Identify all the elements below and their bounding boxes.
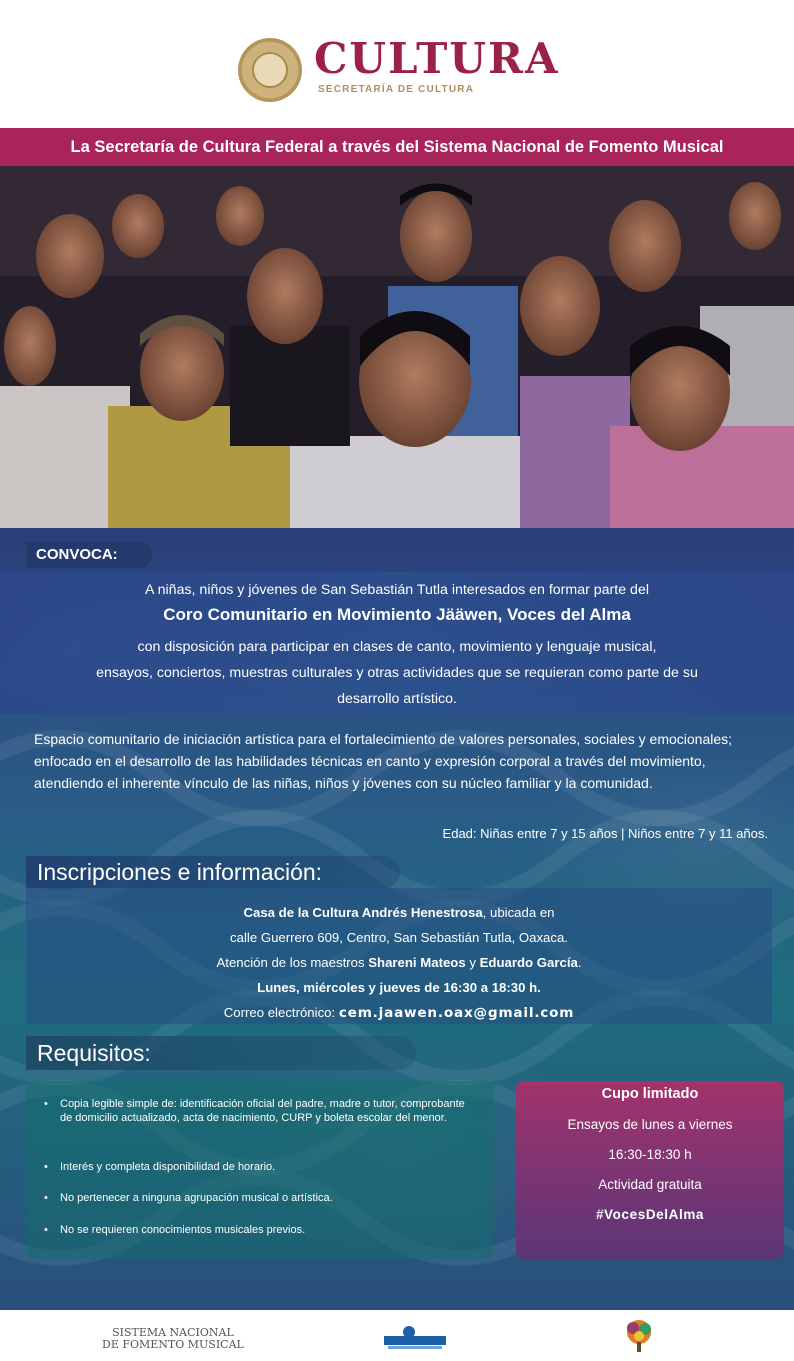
requisito-item: • No pertenecer a ninguna agrupación musical o artística. — [60, 1191, 480, 1205]
footer — [0, 1310, 794, 1361]
sinfomu-logo — [102, 1327, 244, 1351]
convoca-intro: A niñas, niños y jóvenes de San Sebastián Tutla interesados en formar parte del — [145, 582, 649, 598]
email-link[interactable]: cem.jaawen.oax@gmail.com — [338, 1005, 575, 1021]
teacher-name: Shareni Mateos — [368, 955, 466, 970]
convoca-details-line: desarrollo artístico. — [337, 691, 457, 707]
venue-name: Casa de la Cultura Andrés Henestrosa — [243, 905, 483, 920]
sinfomu-line: SISTEMA NACIONAL — [112, 1326, 234, 1339]
inscripciones-box — [26, 888, 772, 1024]
venue-suffix: , ubicada en — [482, 905, 555, 920]
content-area — [0, 528, 794, 1310]
teachers-prefix: Atención de los maestros — [216, 955, 369, 970]
email-label: Correo electrónico: — [223, 1005, 339, 1020]
hashtag: #VocesDelAlma — [595, 1207, 705, 1222]
email-line — [26, 1005, 772, 1021]
requisito-item: • Interés y completa disponibilidad de horario. — [60, 1160, 480, 1174]
semilleros-orquestas-icon — [384, 1325, 446, 1351]
requisitos-title: Requisitos: — [26, 1036, 416, 1070]
teacher-name: Eduardo García — [479, 955, 578, 970]
header — [0, 0, 794, 128]
teachers-and: y — [465, 955, 480, 970]
brand-title: CULTURA — [314, 34, 560, 83]
requisito-item: • No se requieren conocimientos musicales previos. — [60, 1223, 480, 1237]
schedule-line: Lunes, miércoles y jueves de 16:30 a 18:30 h. — [257, 980, 541, 995]
convoca-details-line: ensayos, conciertos, muestras culturales y otras actividades que se requieran como parte de su — [96, 665, 698, 681]
choir-name: Coro Comunitario en Movimiento Jääwen, Voces del Alma — [163, 605, 631, 624]
mexican-coat-of-arms-icon — [238, 38, 302, 102]
convoca-details — [20, 634, 774, 712]
age-requirement: Edad: Niñas entre 7 y 15 años | Niños entre 7 y 11 años. — [442, 826, 768, 841]
address-line: calle Guerrero 609, Centro, San Sebastián Tutla, Oaxaca. — [230, 930, 568, 945]
venue-line — [26, 905, 772, 920]
tree-icon — [622, 1318, 656, 1356]
cupo-line: 16:30-18:30 h — [608, 1147, 692, 1162]
cupo-line: Actividad gratuita — [598, 1177, 702, 1192]
requisito-item: • Copia legible simple de: identificación oficial del padre, madre o tutor, comprobante de domicilio actualizado, acta de nacimiento, CURP y boleta escolar del menor. — [60, 1097, 480, 1125]
cupo-title: Cupo limitado — [601, 1086, 699, 1102]
teachers-line — [26, 955, 772, 970]
inscripciones-title: Inscripciones e información: — [26, 856, 400, 888]
cupo-line: Ensayos de lunes a viernes — [567, 1117, 733, 1132]
brand-subtitle: SECRETARÍA DE CULTURA — [318, 84, 475, 95]
cupo-box — [516, 1081, 784, 1259]
convoca-label: CONVOCA: — [26, 542, 152, 568]
teachers-end: . — [577, 955, 582, 970]
requisitos-box — [26, 1081, 494, 1259]
program-description: Espacio comunitario de iniciación artística para el fortalecimiento de valores personales, sociales y emocionales; enfocado en el desarrollo de las habilidades técnicas en canto y expresión corporal a través del movimiento, atendiendo el inherente vínculo de las niñas, niños y jóvenes con su núcleo familiar y la comunidad. — [34, 731, 733, 791]
sponsor-banner: La Secretaría de Cultura Federal a través del Sistema Nacional de Fomento Musical — [0, 128, 794, 166]
sinfomu-line: DE FOMENTO MUSICAL — [102, 1338, 244, 1351]
convoca-details-line: con disposición para participar en clases de canto, movimiento y lenguaje musical, — [137, 639, 657, 655]
children-photo — [0, 166, 794, 528]
